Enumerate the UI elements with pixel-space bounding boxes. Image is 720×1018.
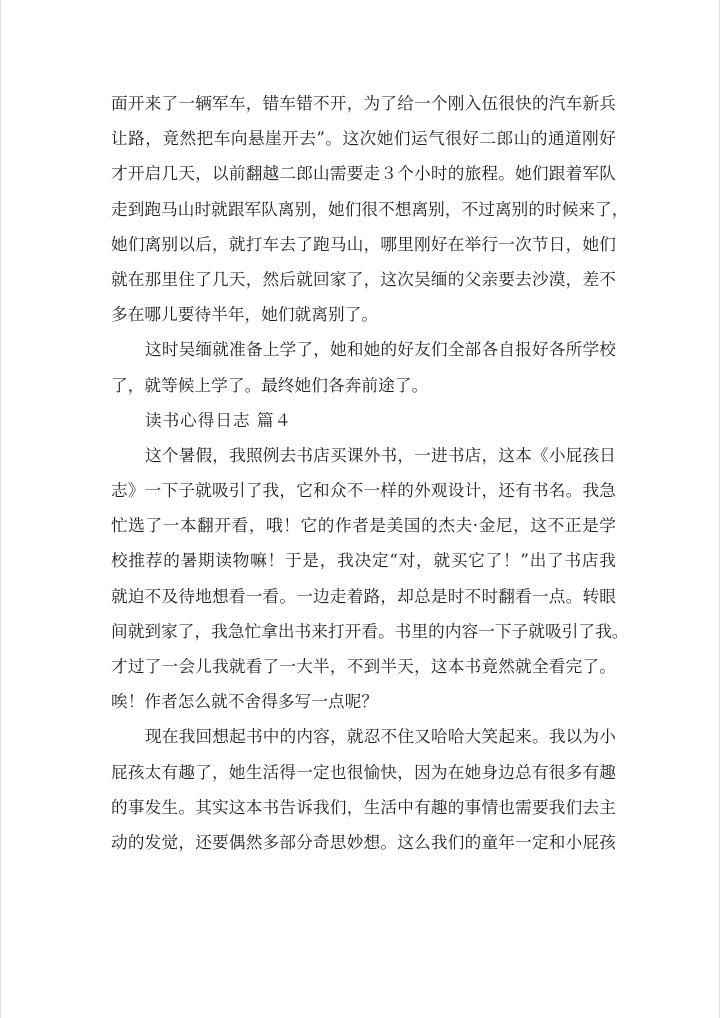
text-line: 志》一下子就吸引了我，它和众不一样的外观设计，还有书名。我急 [111, 481, 616, 501]
text-line: 校推荐的暑期读物嘛！于是，我决定“对，就买它了！”出了书店我 [111, 551, 616, 571]
text-line: 动的发觉，还要偶然多部分奇思妙想。这么我们的童年一定和小屁孩 [111, 832, 616, 852]
paragraph-3 [111, 438, 629, 720]
paragraph-1 [111, 86, 629, 332]
text-line: 的事发生。其实这本书告诉我们，生活中有趣的事情也需要我们去主 [111, 797, 616, 817]
document-body [111, 86, 629, 860]
text-line: 屁孩太有趣了，她生活得一定也很愉快，因为在她身边总有很多有趣 [111, 762, 616, 782]
text-line: 她们离别以后，就打车去了跑马山，哪里刚好在举行一次节日，她们 [111, 234, 616, 254]
text-line: 这时吴缅就准备上学了，她和她的好友们全部各自报好各所学校 [145, 340, 616, 360]
text-line: 唉！作者怎么就不舍得多写一点呢？ [111, 692, 379, 712]
text-line: 多在哪儿要待半年，她们就离别了。 [111, 305, 379, 325]
text-line: 忙选了一本翻开看，哦！它的作者是美国的杰夫·金尼，这不正是学 [111, 516, 616, 536]
text-line: 走到跑马山时就跟军队离别，她们很不想离别，不过离别的时候来了， [111, 199, 629, 219]
text-line: 现在我回想起书中的内容，就忍不住又哈哈大笑起来。我以为小 [145, 727, 616, 747]
text-line: 让路，竟然把车向悬崖开去”。这次她们运气很好二郎山的通道刚好 [111, 129, 616, 149]
text-line: 才开启几天，以前翻越二郎山需要走３个小时的旅程。她们跟着军队 [111, 164, 616, 184]
text-line: 就在那里住了几天，然后就回家了，这次吴缅的父亲要去沙漠，差不 [111, 269, 616, 289]
section-heading: 读书心得日志 篇４ [145, 410, 293, 430]
text-line: 了，就等候上学了。最终她们各奔前途了。 [111, 375, 429, 395]
paragraph-4 [111, 719, 616, 860]
text-line: 才过了一会儿我就看了一大半，不到半天，这本书竟然就全看完了。 [111, 657, 616, 676]
text-line: 这个暑假，我照例去书店买课外书，一进书店，这本《小屁孩日 [145, 445, 616, 465]
text-line: 就迫不及待地想看一看。一边走着路，却总是时不时翻看一点。转眼 [111, 586, 616, 606]
text-line: 面开来了一辆军车，错车错不开，为了给一个刚入伍很快的汽车新兵 [111, 94, 616, 113]
paragraph-2 [111, 332, 616, 402]
text-line: 间就到家了，我急忙拿出书来打开看。书里的内容一下子就吸引了我。 [111, 621, 629, 641]
